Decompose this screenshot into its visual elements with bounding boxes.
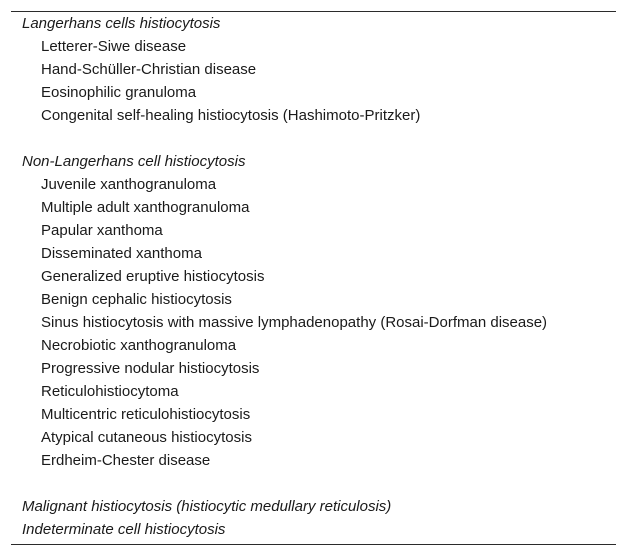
list-item: Benign cephalic histiocytosis <box>41 291 232 308</box>
list-item: Juvenile xanthogranuloma <box>41 176 217 193</box>
section-heading-langerhans: Langerhans cells histiocytosis <box>22 15 221 32</box>
list-item: Progressive nodular histiocytosis <box>41 360 260 377</box>
list-item: Multiple adult xanthogranuloma <box>41 199 250 216</box>
list-item: Letterer-Siwe disease <box>41 38 187 55</box>
list-item: Hand-Schüller-Christian disease <box>41 61 257 78</box>
list-item: Erdheim-Chester disease <box>41 452 211 469</box>
section-heading-malignant: Malignant histiocytosis (histiocytic medullary reticulosis) <box>22 498 392 515</box>
list-item: Eosinophilic granuloma <box>41 84 197 101</box>
section-heading-indeterminate: Indeterminate cell histiocytosis <box>22 521 226 538</box>
classification-table <box>11 11 616 545</box>
list-item: Reticulohistiocytoma <box>41 383 179 400</box>
list-item: Papular xanthoma <box>41 222 163 239</box>
list-item: Congenital self-healing histiocytosis (Hashimoto-Pritzker) <box>41 107 421 124</box>
list-item: Sinus histiocytosis with massive lymphadenopathy (Rosai-Dorfman disease) <box>41 314 548 331</box>
list-item: Generalized eruptive histiocytosis <box>41 268 265 285</box>
list-item: Disseminated xanthoma <box>41 245 202 262</box>
list-item: Multicentric reticulohistiocytosis <box>41 406 251 423</box>
list-item: Atypical cutaneous histiocytosis <box>41 429 252 446</box>
section-heading-non-langerhans: Non-Langerhans cell histiocytosis <box>22 153 246 170</box>
list-item: Necrobiotic xanthogranuloma <box>41 337 237 354</box>
